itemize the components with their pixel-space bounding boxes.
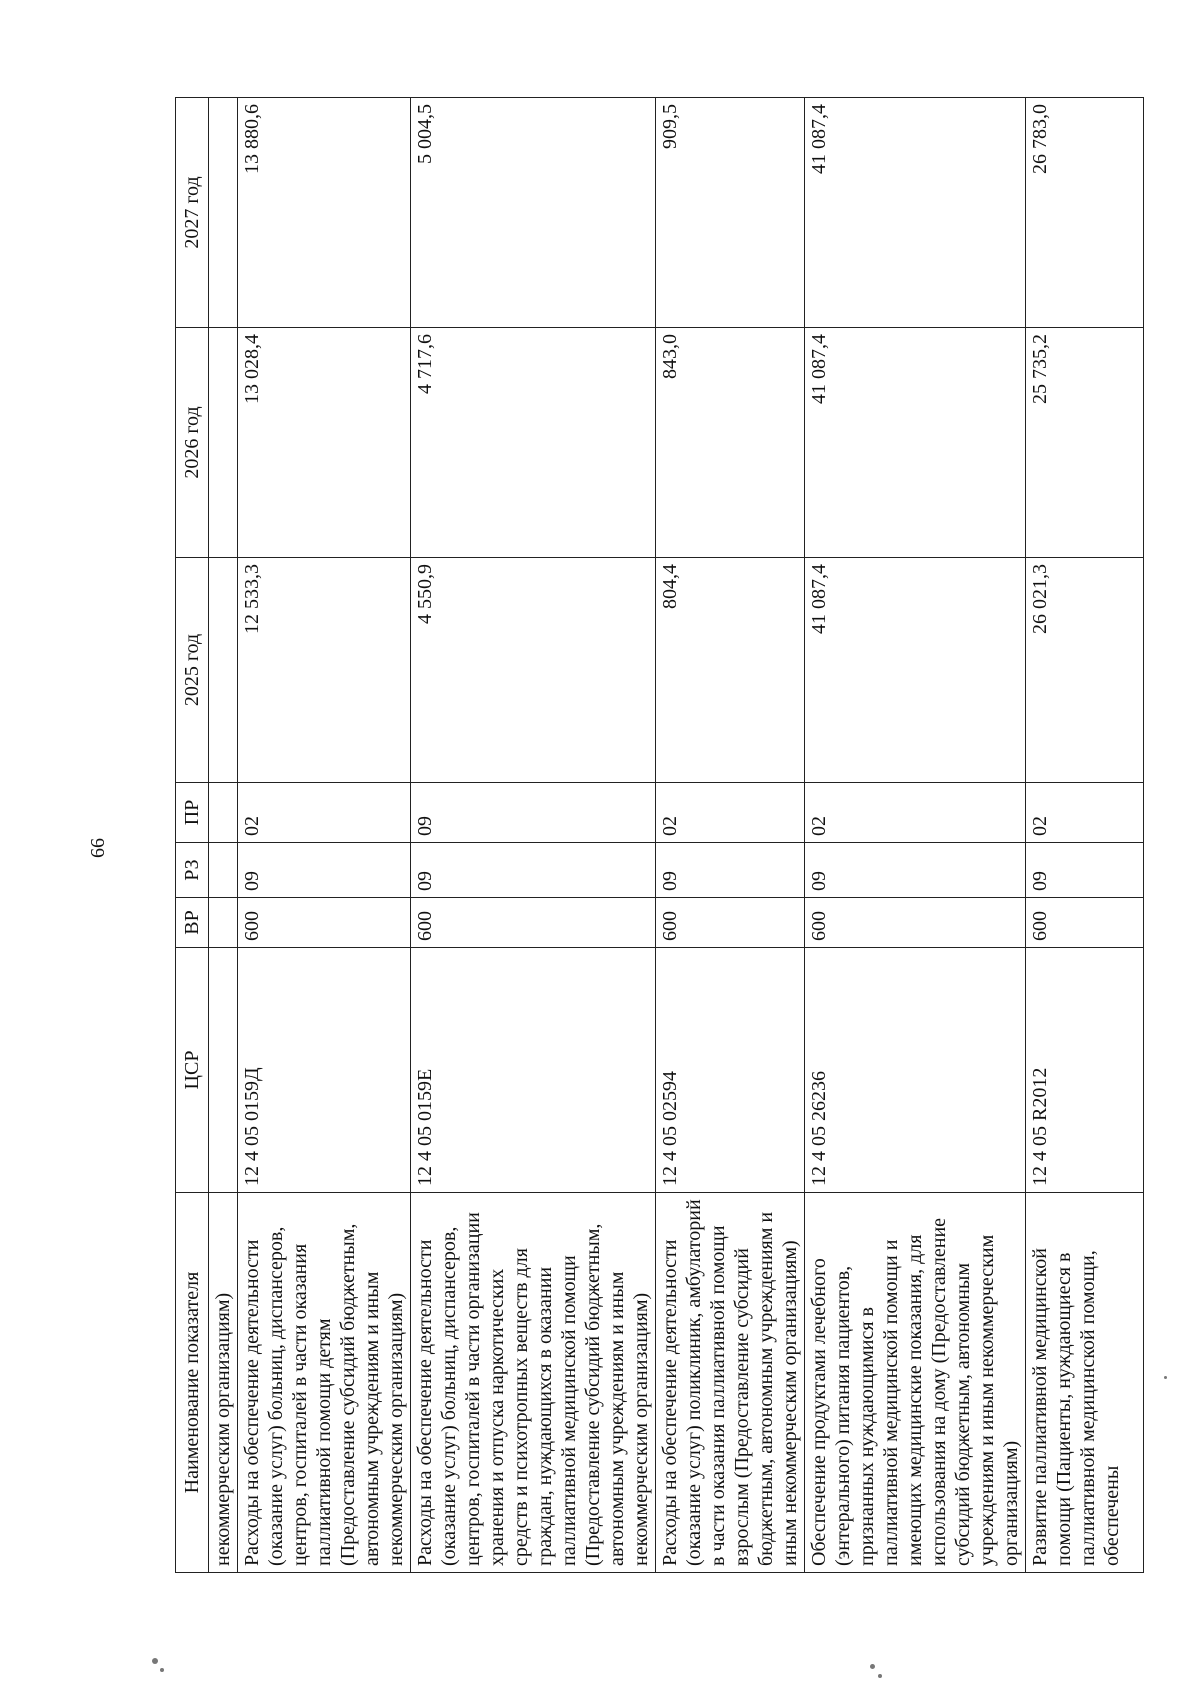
header-vr: ВР xyxy=(176,898,209,948)
row-rz: 09 xyxy=(656,843,805,898)
row-vr: 600 xyxy=(238,898,411,948)
row-csr: 12 4 05 02594 xyxy=(656,948,805,1193)
table-row xyxy=(411,98,656,1573)
header-name: Наименование показателя xyxy=(176,1193,209,1573)
table-row xyxy=(238,98,411,1573)
row-pr: 02 xyxy=(656,783,805,843)
row-pr: 02 xyxy=(805,783,1026,843)
header-2025: 2025 год xyxy=(176,558,209,783)
row-rz: 09 xyxy=(238,843,411,898)
scan-speck xyxy=(1164,1376,1167,1379)
row-2026: 41 087,4 xyxy=(805,328,1026,558)
row-2026: 25 735,2 xyxy=(1026,328,1144,558)
table-header-row xyxy=(176,98,209,1573)
row-2025: 26 021,3 xyxy=(1026,558,1144,783)
row-2025: 41 087,4 xyxy=(805,558,1026,783)
row-name: Расходы на обеспечение деятельности (оказание услуг) больниц, диспансеров, центров, госпиталей в части оказания паллиативной помощи детям (Предоставление субсидий бюджетным, автономным учреждениям и иным некоммерческим организациям) xyxy=(238,1193,411,1573)
header-2027: 2027 год xyxy=(176,98,209,328)
row-name: Расходы на обеспечение деятельности (оказание услуг) поликлиник, амбулаторий в части оказания паллиативной помощи взрослым (Предоставление субсидий бюджетным, автономным учреждениям и иным некоммерческим организациям) xyxy=(656,1193,805,1573)
row-csr: 12 4 05 0159Е xyxy=(411,948,656,1193)
row-2026: 4 717,6 xyxy=(411,328,656,558)
table-row xyxy=(805,98,1026,1573)
page-number: 66 xyxy=(87,838,109,858)
scan-speck xyxy=(878,1674,882,1678)
row-vr: 600 xyxy=(656,898,805,948)
table-row xyxy=(656,98,805,1573)
row-2026: 843,0 xyxy=(656,328,805,558)
continuation-text: некоммерческим организациям) xyxy=(209,1193,238,1573)
header-rz: РЗ xyxy=(176,843,209,898)
header-csr: ЦСР xyxy=(176,948,209,1193)
budget-table xyxy=(175,97,1144,1573)
row-pr: 02 xyxy=(1026,783,1144,843)
row-rz: 09 xyxy=(1026,843,1144,898)
row-vr: 600 xyxy=(805,898,1026,948)
row-vr: 600 xyxy=(1026,898,1144,948)
row-2025: 4 550,9 xyxy=(411,558,656,783)
row-pr: 02 xyxy=(238,783,411,843)
header-2026: 2026 год xyxy=(176,328,209,558)
row-2025: 12 533,3 xyxy=(238,558,411,783)
row-2027: 41 087,4 xyxy=(805,98,1026,328)
scan-speck xyxy=(160,1668,164,1672)
scan-speck xyxy=(870,1664,875,1669)
row-2025: 804,4 xyxy=(656,558,805,783)
row-pr: 09 xyxy=(411,783,656,843)
rotated-table-wrapper xyxy=(175,98,1123,1573)
scan-speck xyxy=(152,1658,158,1664)
row-name: Расходы на обеспечение деятельности (оказание услуг) больниц, диспансеров, центров, госпиталей в части организации хранения и отпуска наркотических средств и психотропных веществ для граждан, нуждающихся в оказании паллиативной медицинской помощи (Предоставление субсидий бюджетным, автономным учреждениям и иным некоммерческим организациям) xyxy=(411,1193,656,1573)
row-rz: 09 xyxy=(411,843,656,898)
row-2027: 909,5 xyxy=(656,98,805,328)
row-name: Обеспечение продуктами лечебного (энтерального) питания пациентов, признанных нуждающимися в паллиативной медицинской помощи и имеющих медицинские показания, для использования на дому (Предоставление субсидий бюджетным, автономным учреждениям и иным некоммерческим организациям) xyxy=(805,1193,1026,1573)
row-2027: 26 783,0 xyxy=(1026,98,1144,328)
row-name: Развитие паллиативной медицинской помощи (Пациенты, нуждающиеся в паллиативной медицинской помощи, обеспечены xyxy=(1026,1193,1144,1573)
row-csr: 12 4 05 R2012 xyxy=(1026,948,1144,1193)
row-csr: 12 4 05 26236 xyxy=(805,948,1026,1193)
row-2026: 13 028,4 xyxy=(238,328,411,558)
row-csr: 12 4 05 0159Д xyxy=(238,948,411,1193)
row-2027: 13 880,6 xyxy=(238,98,411,328)
header-pr: ПР xyxy=(176,783,209,843)
table-row xyxy=(1026,98,1144,1573)
continuation-row xyxy=(209,98,238,1573)
row-2027: 5 004,5 xyxy=(411,98,656,328)
row-vr: 600 xyxy=(411,898,656,948)
row-rz: 09 xyxy=(805,843,1026,898)
